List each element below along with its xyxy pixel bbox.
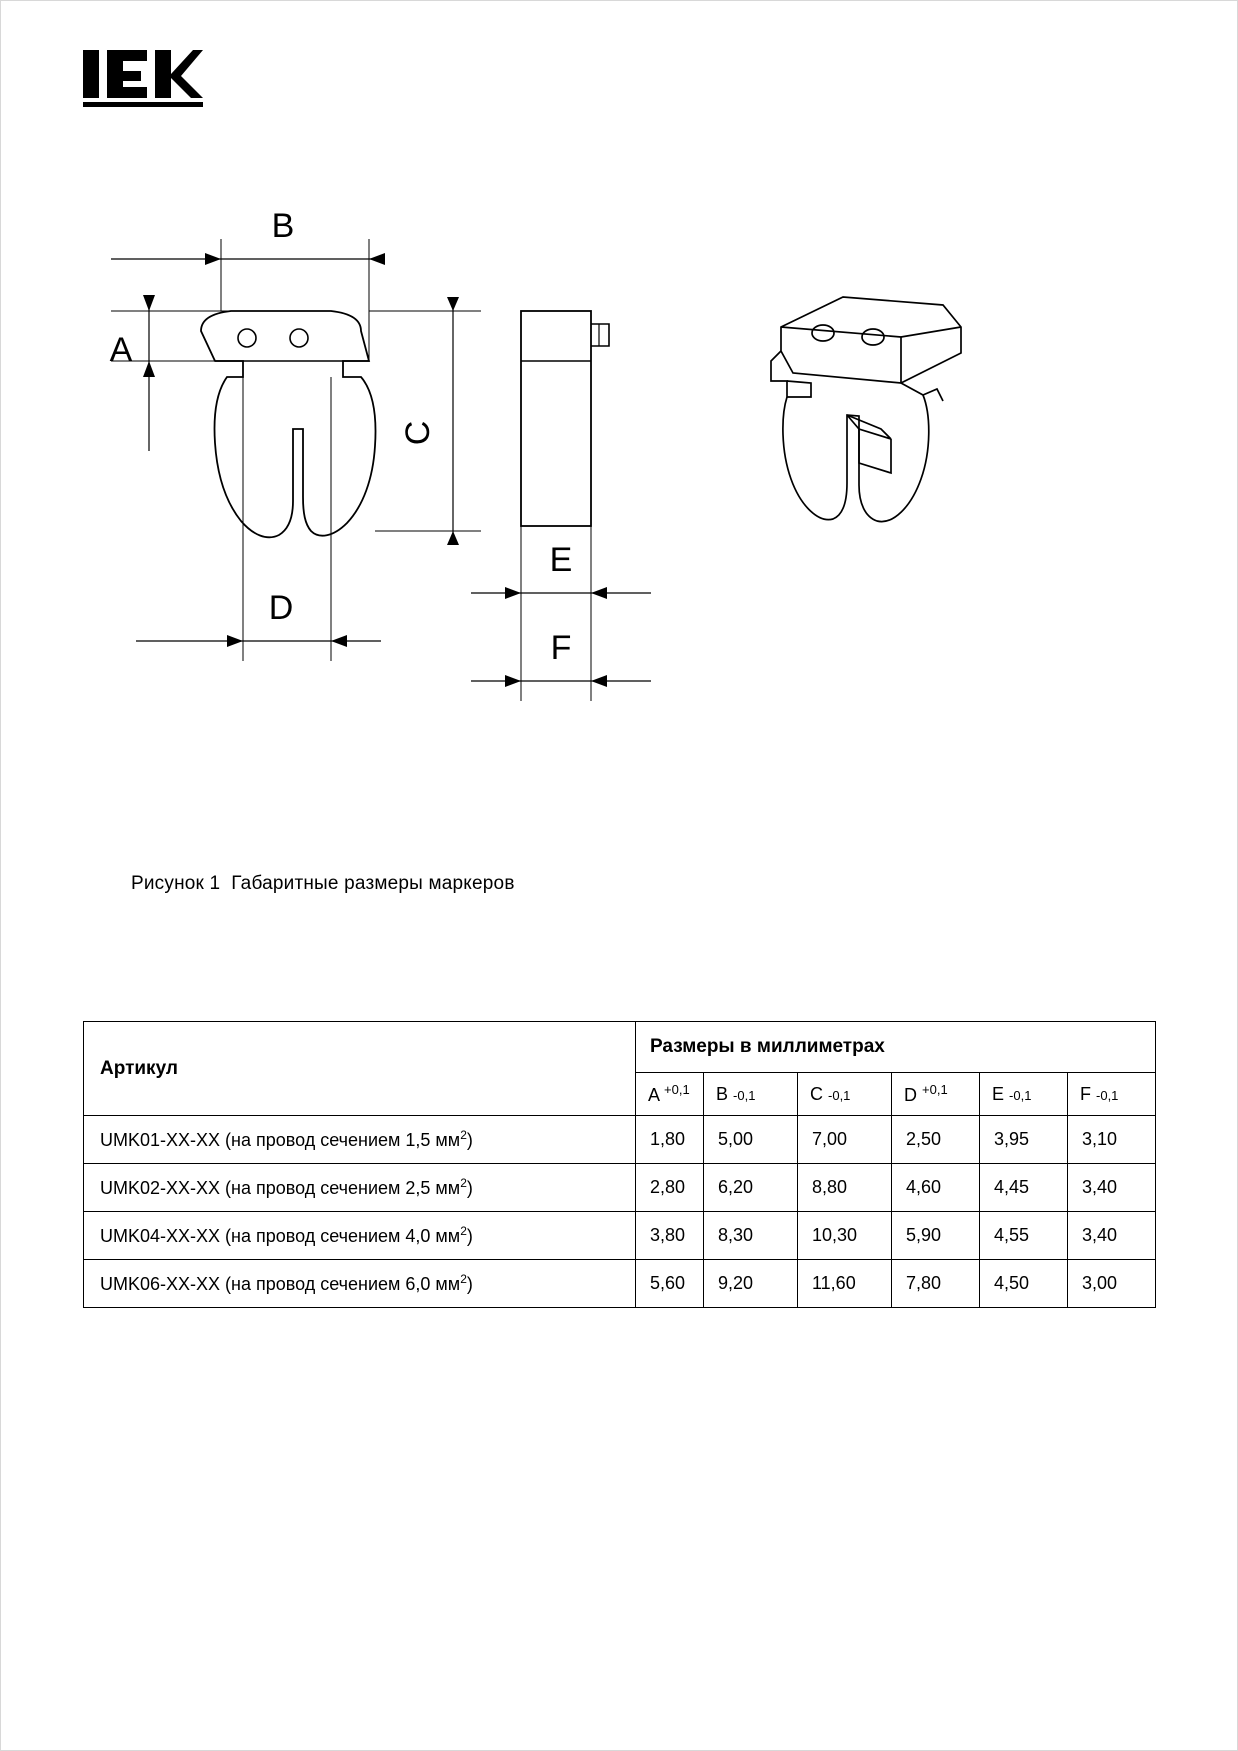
subheader-d [892, 1073, 980, 1116]
dimensions-table [83, 1021, 1156, 1308]
row-value-f: 3,10 [1068, 1116, 1156, 1164]
dim-label-d: D [268, 589, 294, 627]
subheader-f [1068, 1073, 1156, 1116]
dimension-drawing [81, 201, 1081, 761]
superscript: 2 [460, 1224, 467, 1238]
iek-logo [83, 46, 203, 108]
row-value-b: 9,20 [704, 1260, 798, 1308]
figure-caption: Рисунок 1 Габаритные размеры маркеров [131, 873, 515, 894]
subheader-c-letter: C [810, 1083, 823, 1104]
row-value-e: 3,95 [980, 1116, 1068, 1164]
table-row [84, 1164, 1156, 1212]
row-value-f: 3,40 [1068, 1212, 1156, 1260]
row-value-a: 5,60 [636, 1260, 704, 1308]
row-value-a: 2,80 [636, 1164, 704, 1212]
row-value-f: 3,00 [1068, 1260, 1156, 1308]
dim-label-e: E [549, 541, 573, 579]
row-value-b: 8,30 [704, 1212, 798, 1260]
subheader-c [798, 1073, 892, 1116]
subheader-e-letter: E [992, 1083, 1005, 1104]
row-value-c: 7,00 [798, 1116, 892, 1164]
subheader-a [636, 1073, 704, 1116]
subheader-d-letter: D [904, 1085, 917, 1105]
dim-label-f: F [550, 629, 572, 667]
subheader-b-letter: B [716, 1083, 729, 1104]
row-article-suffix: ) [466, 1226, 473, 1246]
row-value-e: 4,50 [980, 1260, 1068, 1308]
superscript: 2 [460, 1176, 467, 1190]
dim-label-c: C [399, 420, 437, 446]
row-value-a: 3,80 [636, 1212, 704, 1260]
subheader-e-tolerance: -0,1 [1009, 1087, 1032, 1103]
subheader-b [704, 1073, 798, 1116]
row-article-text: UMK06-XX-XX (на провод сечением 6,0 мм [100, 1274, 461, 1294]
table-row [84, 1116, 1156, 1164]
row-value-b: 5,00 [704, 1116, 798, 1164]
table-header-row [84, 1022, 1156, 1073]
row-article-suffix: ) [466, 1130, 473, 1150]
header-article: Артикул [84, 1022, 636, 1116]
subheader-a-letter: A [648, 1085, 660, 1105]
row-value-e: 4,45 [980, 1164, 1068, 1212]
superscript: 2 [460, 1272, 467, 1286]
subheader-b-tolerance: -0,1 [733, 1087, 756, 1103]
row-value-c: 8,80 [798, 1164, 892, 1212]
dim-label-b: B [271, 207, 295, 245]
subheader-c-tolerance: -0,1 [828, 1087, 851, 1103]
row-article [84, 1212, 636, 1260]
subheader-f-letter: F [1080, 1083, 1091, 1104]
row-value-c: 10,30 [798, 1212, 892, 1260]
row-article-suffix: ) [466, 1274, 473, 1294]
row-article-suffix: ) [466, 1178, 473, 1198]
row-value-f: 3,40 [1068, 1164, 1156, 1212]
row-value-b: 6,20 [704, 1164, 798, 1212]
subheader-e [980, 1073, 1068, 1116]
row-article-text: UMK01-XX-XX (на провод сечением 1,5 мм [100, 1130, 461, 1150]
row-value-c: 11,60 [798, 1260, 892, 1308]
row-article-text: UMK04-XX-XX (на провод сечением 4,0 мм [100, 1226, 461, 1246]
row-article-text: UMK02-XX-XX (на провод сечением 2,5 мм [100, 1178, 461, 1198]
row-article [84, 1164, 636, 1212]
row-article [84, 1260, 636, 1308]
superscript: 2 [460, 1128, 467, 1142]
row-value-e: 4,55 [980, 1212, 1068, 1260]
row-article [84, 1116, 636, 1164]
table-row [84, 1212, 1156, 1260]
row-value-d: 4,60 [892, 1164, 980, 1212]
header-dimensions: Размеры в миллиметрах [636, 1022, 1156, 1073]
subheader-d-tolerance: +0,1 [922, 1082, 948, 1097]
row-value-d: 7,80 [892, 1260, 980, 1308]
row-value-d: 2,50 [892, 1116, 980, 1164]
subheader-f-tolerance: -0,1 [1096, 1087, 1119, 1103]
dim-label-a: A [109, 331, 133, 369]
row-value-d: 5,90 [892, 1212, 980, 1260]
row-value-a: 1,80 [636, 1116, 704, 1164]
subheader-a-tolerance: +0,1 [664, 1082, 690, 1097]
table-row [84, 1260, 1156, 1308]
